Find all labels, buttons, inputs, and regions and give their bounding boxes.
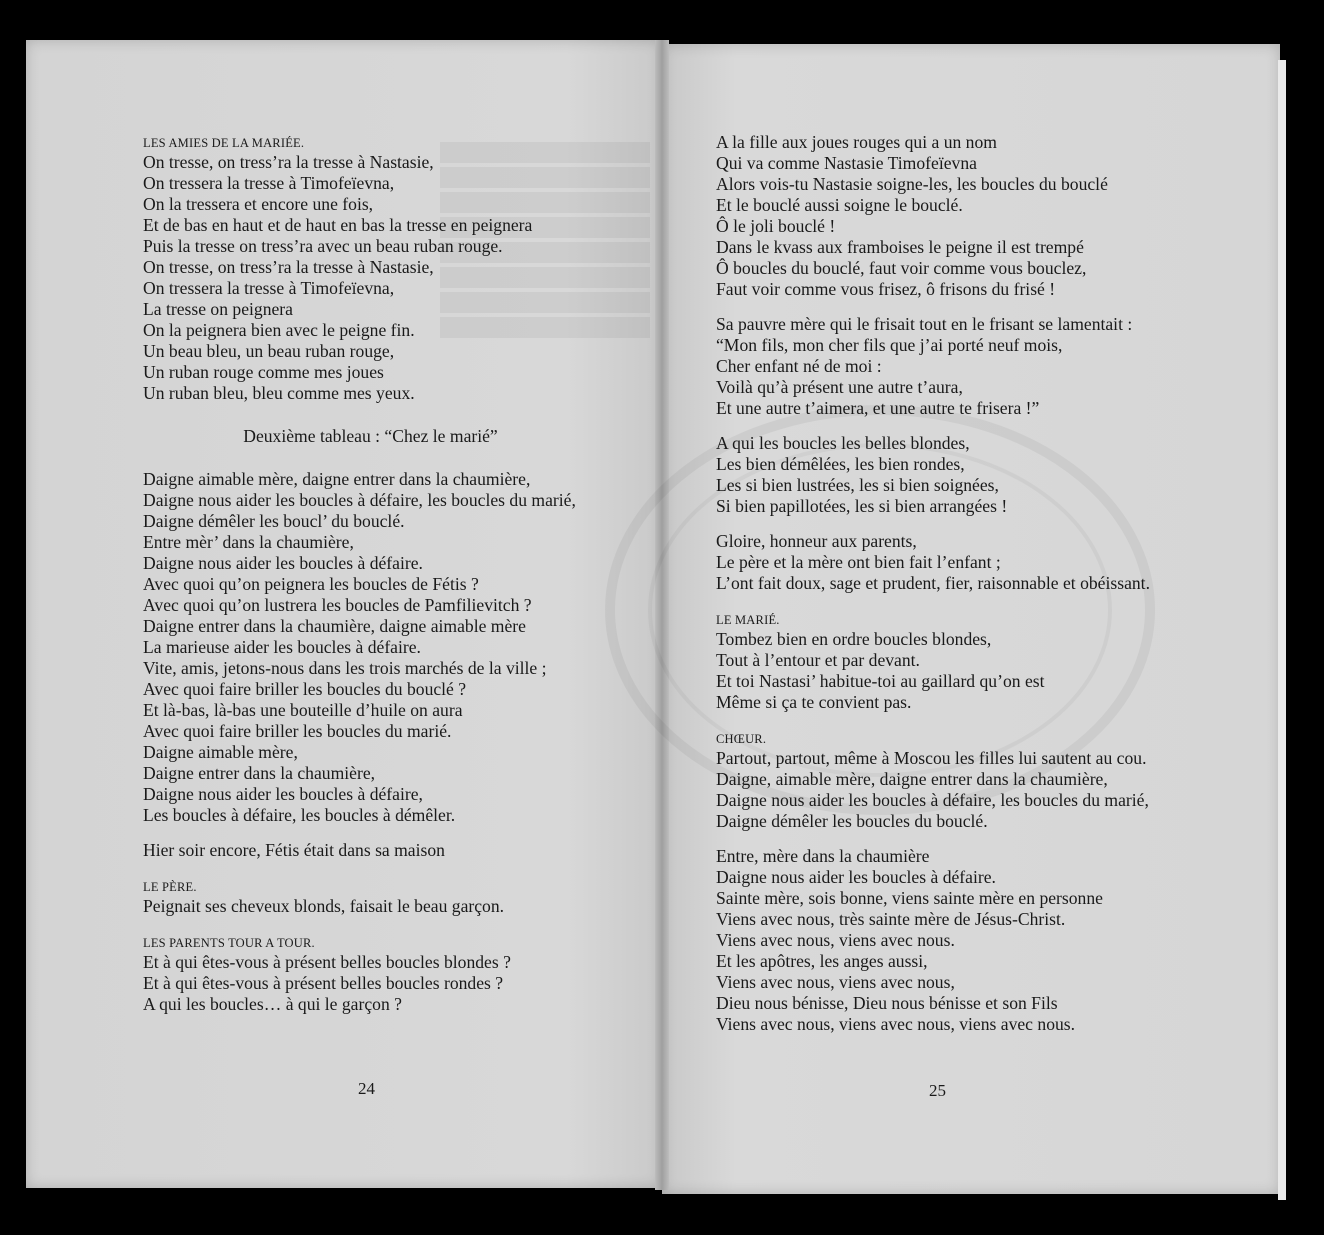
verse-line: Daigne aimable mère, — [143, 742, 298, 762]
verse-line: La marieuse aider les boucles à défaire. — [143, 637, 421, 657]
verse-line: Faut voir comme vous frisez, ô frisons du frisé ! — [716, 279, 1056, 299]
verse-line: Si bien papillotées, les si bien arrangées ! — [716, 496, 1008, 516]
verse-line: A qui les boucles les belles blondes, — [716, 433, 970, 453]
verse-line: Vite, amis, jetons-nous dans les trois marchés de la ville ; — [143, 658, 547, 678]
verse-line: Daigne nous aider les boucles à défaire, les boucles du marié, — [143, 490, 576, 510]
verse-line: Le père et la mère ont bien fait l’enfant ; — [716, 552, 1001, 572]
verse-line: Daigne nous aider les boucles à défaire. — [143, 553, 423, 573]
spacer — [143, 447, 598, 469]
verse-line: La tresse on peignera — [143, 299, 293, 319]
verse-line: Un beau bleu, un beau ruban rouge, — [143, 341, 395, 361]
spacer — [143, 861, 598, 875]
page-number-right: 25 — [929, 1081, 946, 1100]
verse-line: Hier soir encore, Fétis était dans sa maison — [143, 840, 445, 860]
verse-line: On tresse, on tress’ra la tresse à Nastasie, — [143, 257, 434, 277]
verse-line: On la peignera bien avec le peigne fin. — [143, 320, 415, 340]
verse-line: Tombez bien en ordre boucles blondes, — [716, 629, 992, 649]
verse-line: “Mon fils, mon cher fils que j’ai porté neuf mois, — [716, 335, 1063, 355]
speaker-label: LE MARIÉ. — [716, 613, 780, 627]
verse-line: On tressera la tresse à Timofeïevna, — [143, 278, 395, 298]
verse-line: Un ruban rouge comme mes joues — [143, 362, 384, 382]
verse-line: Gloire, honneur aux parents, — [716, 531, 917, 551]
verse-line: On la tressera et encore une fois, — [143, 194, 374, 214]
verse-line: Daigne démêler les boucles du bouclé. — [716, 811, 988, 831]
verse-line: Et à qui êtes-vous à présent belles boucles blondes ? — [143, 952, 511, 972]
verse-line: Daigne démêler les boucl’ du bouclé. — [143, 511, 405, 531]
verse-line: Peignait ses cheveux blonds, faisait le beau garçon. — [143, 896, 505, 916]
verse-line: On tresse, on tress’ra la tresse à Nastasie, — [143, 152, 434, 172]
spacer — [143, 826, 598, 840]
speaker-label: CHŒUR. — [716, 732, 767, 746]
verse-line: Ô boucles du bouclé, faut voir comme vous bouclez, — [716, 258, 1087, 278]
speaker-label: LE PÈRE. — [143, 880, 197, 894]
verse-line: Entre, mère dans la chaumière — [716, 846, 930, 866]
verse-line: Un ruban bleu, bleu comme mes yeux. — [143, 383, 415, 403]
verse-line: Tout à l’entour et par devant. — [716, 650, 920, 670]
verse-line: Et à qui êtes-vous à présent belles boucles rondes ? — [143, 973, 504, 993]
right-page-text — [716, 132, 1150, 1035]
verse-line: Viens avec nous, très sainte mère de Jésus-Christ. — [716, 909, 1066, 929]
verse-line: Avec quoi qu’on lustrera les boucles de Pamfilievitch ? — [143, 595, 532, 615]
left-page-text — [143, 131, 598, 1015]
speaker-label: LES PARENTS TOUR A TOUR. — [143, 936, 315, 950]
verse-line: Et les apôtres, les anges aussi, — [716, 951, 928, 971]
verse-line: Avec quoi qu’on peignera les boucles de Fétis ? — [143, 574, 479, 594]
verse-line: Les bien démêlées, les bien rondes, — [716, 454, 965, 474]
scene-heading: Deuxième tableau : “Chez le marié” — [243, 426, 498, 446]
spacer — [716, 713, 1150, 727]
verse-line: Même si ça te convient pas. — [716, 692, 912, 712]
book-gutter — [655, 40, 669, 1190]
verse-line: Daigne nous aider les boucles à défaire, — [143, 784, 423, 804]
verse-line: Puis la tresse on tress’ra avec un beau ruban rouge. — [143, 236, 503, 256]
verse-line: Entre mèr’ dans la chaumière, — [143, 532, 354, 552]
verse-line: A qui les boucles… à qui le garçon ? — [143, 994, 402, 1014]
verse-line: Daigne, aimable mère, daigne entrer dans la chaumière, — [716, 769, 1108, 789]
verse-line: Les si bien lustrées, les si bien soignées, — [716, 475, 999, 495]
verse-line: Sainte mère, sois bonne, viens sainte mère en personne — [716, 888, 1103, 908]
verse-line: Dieu nous bénisse, Dieu nous bénisse et son Fils — [716, 993, 1058, 1013]
verse-line: Avec quoi faire briller les boucles du marié. — [143, 721, 452, 741]
spacer — [143, 917, 598, 931]
verse-line: Et toi Nastasi’ habitue-toi au gaillard qu’on est — [716, 671, 1045, 691]
verse-line: Daigne entrer dans la chaumière, daigne aimable mère — [143, 616, 526, 636]
verse-line: Avec quoi faire briller les boucles du bouclé ? — [143, 679, 467, 699]
verse-line: Qui va comme Nastasie Timofeïevna — [716, 153, 977, 173]
verse-line: Daigne nous aider les boucles à défaire, les boucles du marié, — [716, 790, 1149, 810]
verse-line: Partout, partout, même à Moscou les filles lui sautent au cou. — [716, 748, 1147, 768]
verse-line: Viens avec nous, viens avec nous. — [716, 930, 955, 950]
speaker-label: LES AMIES DE LA MARIÉE. — [143, 136, 305, 150]
verse-line: Alors vois-tu Nastasie soigne-les, les boucles du bouclé — [716, 174, 1108, 194]
verse-line: Et le bouclé aussi soigne le bouclé. — [716, 195, 963, 215]
verse-line: Et une autre t’aimera, et une autre te frisera !” — [716, 398, 1040, 418]
spacer — [716, 832, 1150, 846]
verse-line: Daigne nous aider les boucles à défaire. — [716, 867, 996, 887]
page-number-left: 24 — [358, 1079, 375, 1098]
verse-line: Ô le joli bouclé ! — [716, 216, 836, 236]
spacer — [716, 419, 1150, 433]
verse-line: L’ont fait doux, sage et prudent, fier, raisonnable et obéissant. — [716, 573, 1150, 593]
spacer — [716, 300, 1150, 314]
verse-line: A la fille aux joues rouges qui a un nom — [716, 132, 997, 152]
spacer — [716, 517, 1150, 531]
verse-line: Les boucles à défaire, les boucles à démêler. — [143, 805, 456, 825]
page-edge — [1278, 60, 1286, 1200]
verse-line: Daigne entrer dans la chaumière, — [143, 763, 376, 783]
spacer — [143, 404, 598, 426]
verse-line: Cher enfant né de moi : — [716, 356, 882, 376]
verse-line: Viens avec nous, viens avec nous, viens avec nous. — [716, 1014, 1076, 1034]
verse-line: On tressera la tresse à Timofeïevna, — [143, 173, 395, 193]
verse-line: Viens avec nous, viens avec nous, — [716, 972, 955, 992]
verse-line: Et de bas en haut et de haut en bas la tresse en peignera — [143, 215, 533, 235]
verse-line: Voilà qu’à présent une autre t’aura, — [716, 377, 963, 397]
spacer — [716, 594, 1150, 608]
verse-line: Dans le kvass aux framboises le peigne il est trempé — [716, 237, 1084, 257]
verse-line: Sa pauvre mère qui le frisait tout en le frisant se lamentait : — [716, 314, 1133, 334]
verse-line: Daigne aimable mère, daigne entrer dans la chaumière, — [143, 469, 531, 489]
verse-line: Et là-bas, là-bas une bouteille d’huile on aura — [143, 700, 463, 720]
